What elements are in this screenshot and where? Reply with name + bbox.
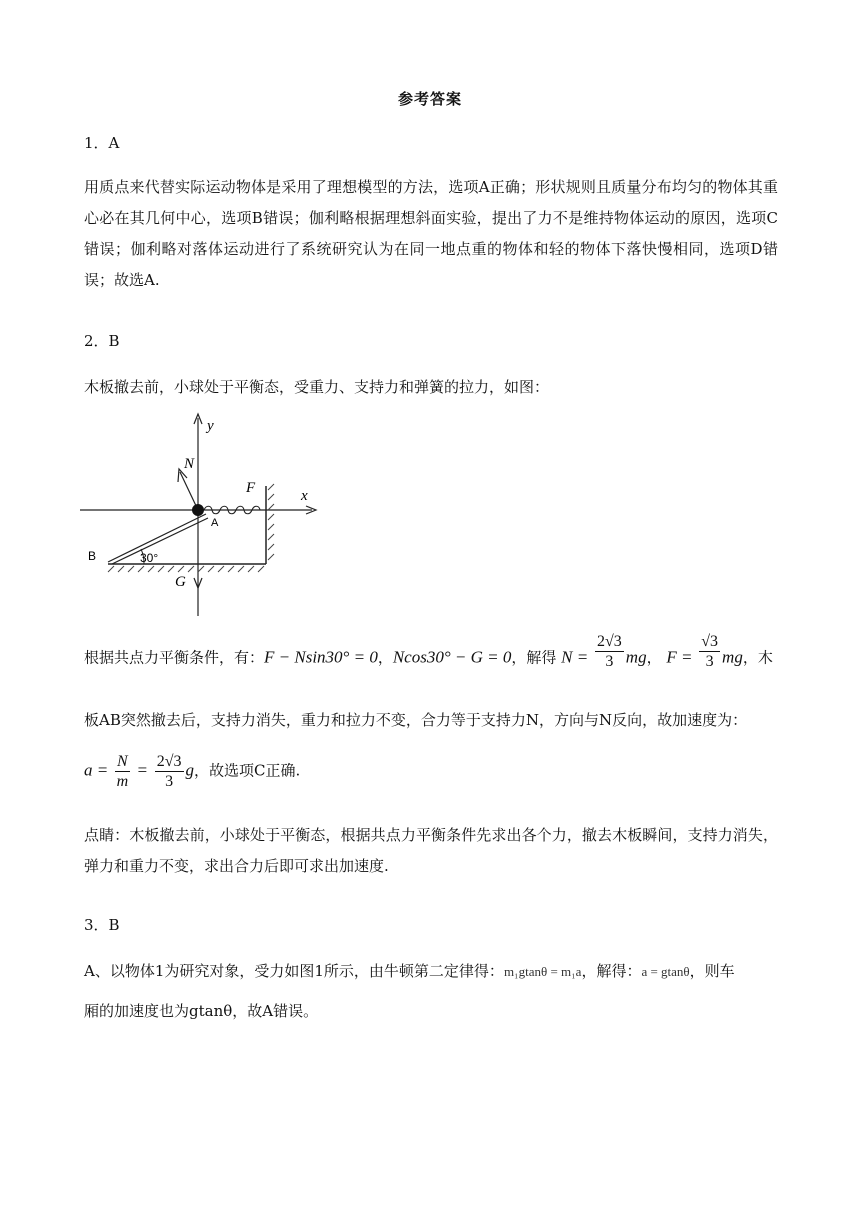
- separator: ，: [377, 648, 393, 667]
- line-tail: ，木: [742, 648, 773, 667]
- question-3-number: 3．B: [84, 916, 120, 934]
- equation-horizontal: F − Nsin30° = 0: [264, 647, 378, 667]
- f-lhs: F =: [666, 647, 693, 667]
- question-2-line-2: 板AB突然撤去后，支持力消失，重力和拉力不变，合力等于支持力N，方向与N反向，故加速度为：: [84, 711, 748, 729]
- question-2-number: 2．B: [84, 332, 120, 350]
- separator-2: ，: [646, 648, 662, 667]
- q3-text-c: ，则车: [689, 962, 735, 980]
- a-numerator-2: 2√3: [156, 753, 182, 770]
- q3-equation-1: m₁gtanθ = m₁a: [503, 964, 582, 979]
- a-lhs: a =: [84, 760, 109, 780]
- a-tail: g: [185, 760, 195, 780]
- a-fraction-1: [115, 752, 130, 791]
- q3-equation-2: a = gtanθ: [641, 964, 690, 979]
- question-3-line-1: [84, 960, 784, 981]
- equilibrium-prefix: 根据共点力平衡条件，有：: [84, 648, 265, 667]
- q3-text-a: A、以物体1为研究对象，受力如图1所示，由牛顿第二定律得：: [84, 962, 504, 980]
- label-f: F: [246, 480, 256, 496]
- conclusion: ，故选项C正确.: [194, 761, 301, 780]
- question-1-number: 1．A: [84, 134, 120, 152]
- q3-text-b: ，解得：: [581, 962, 642, 980]
- a-denominator-2: 3: [165, 773, 174, 790]
- solve-text: ，解得: [511, 648, 557, 667]
- label-angle: 30°: [140, 551, 159, 565]
- question-2-note: [84, 820, 778, 882]
- f-numerator: √3: [701, 633, 719, 650]
- page-title: 参考答案: [397, 90, 462, 108]
- label-y: y: [207, 418, 214, 434]
- label-x: x: [301, 488, 308, 504]
- label-b: B: [88, 549, 97, 563]
- f-denominator: 3: [705, 653, 714, 670]
- wall-hatching: [268, 484, 274, 560]
- plank-bottom-edge: [112, 518, 208, 564]
- question-3-line-2: 厢的加速度也为gtanθ，故A错误。: [84, 1002, 319, 1020]
- label-g: G: [175, 574, 186, 590]
- normal-force-line: [180, 472, 198, 510]
- f-fraction: [699, 632, 720, 671]
- acceleration-line: [84, 752, 784, 791]
- equilibrium-line: [84, 633, 784, 671]
- a-numerator-1: N: [117, 753, 128, 770]
- ground-hatching: [108, 566, 264, 572]
- ball: [192, 504, 204, 516]
- n-tail: mg: [625, 647, 647, 667]
- n-lhs: N =: [561, 647, 589, 667]
- question-1-explanation: [84, 172, 778, 296]
- a-denominator-1: m: [116, 773, 129, 790]
- n-numerator: 2√3: [597, 633, 622, 650]
- n-fraction: [595, 632, 624, 671]
- a-equals: =: [136, 760, 148, 780]
- note-text: 点睛：木板撤去前，小球处于平衡态，根据共点力平衡条件先求出各个力，撤去木板瞬间，支持力消失，弹力和重力不变，求出合力后即可求出加速度.: [84, 826, 778, 875]
- label-n: N: [184, 456, 195, 472]
- f-tail: mg: [722, 647, 743, 667]
- question-2-intro: 木板撤去前，小球处于平衡态，受重力、支持力和弹簧的拉力，如图：: [84, 378, 550, 396]
- question-1-text: 用质点来代替实际运动物体是采用了理想模型的方法，选项A正确；形状规则且质量分布均匀的物体其重心必在其几何中心，选项B错误；伽利略根据理想斜面实验，提出了力不是维持物体运动的原因，选项C错误；伽利略对落体运动进行了系统研究认为在同一地点重的物体和轻的物体下落快慢相同，选项D错误；故选A.: [84, 178, 778, 289]
- equation-vertical: Ncos30° − G = 0: [392, 647, 512, 667]
- force-diagram: [80, 410, 330, 622]
- n-denominator: 3: [605, 653, 614, 670]
- label-a: A: [211, 517, 219, 529]
- a-fraction-2: [155, 752, 184, 791]
